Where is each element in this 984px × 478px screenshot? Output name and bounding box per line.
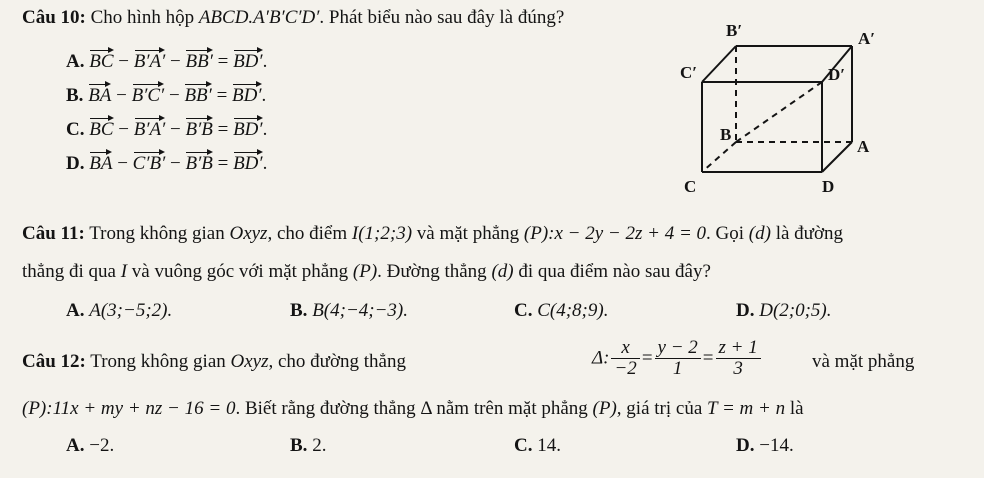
- q11-option-d[interactable]: [736, 299, 832, 323]
- vector-term: B′C′: [131, 85, 165, 106]
- vertex-label-Ap: A′: [858, 29, 876, 48]
- text: . Đường thẳng: [377, 261, 492, 282]
- vertex-label-Bp: B′: [726, 21, 743, 40]
- operator: −: [165, 51, 186, 72]
- option-letter: B.: [290, 435, 308, 456]
- fraction-den: 1: [672, 358, 683, 379]
- fraction-z: [716, 338, 761, 379]
- fraction-num: y − 2: [655, 338, 701, 359]
- operator: −: [111, 85, 132, 106]
- math: (P):x − 2y − 2z + 4 = 0: [523, 223, 707, 244]
- operator: −: [113, 51, 134, 72]
- math: (d): [748, 223, 771, 244]
- option-text: −2.: [89, 435, 115, 456]
- q11-option-c[interactable]: [514, 299, 608, 323]
- math: I(1;2;3): [351, 223, 413, 244]
- text: , cho đường thẳng: [268, 351, 406, 372]
- operator: −: [164, 85, 185, 106]
- q12-line-equation: [592, 338, 763, 379]
- math: (P): [352, 261, 378, 282]
- vertex-label-Cp: C′: [680, 63, 698, 82]
- period: .: [261, 85, 267, 106]
- q10-stem-b: . Phát biểu nào sau đây là đúng?: [319, 7, 565, 28]
- option-text: D(2;0;5).: [759, 300, 832, 321]
- text: là: [785, 398, 804, 419]
- option-text: 2.: [312, 435, 327, 456]
- q10-label: Câu 10:: [22, 7, 86, 28]
- q10-box: ABCD.A′B′C′D′: [198, 7, 320, 28]
- text: và mặt phẳng: [412, 223, 524, 244]
- vector-term: B′B: [185, 153, 213, 174]
- text: thẳng đi qua: [22, 261, 121, 282]
- vector-term: BD′: [233, 119, 263, 140]
- vertex-label-C: C: [684, 177, 697, 196]
- option-letter: D.: [736, 435, 755, 456]
- vector-term: BA: [88, 85, 112, 106]
- q12-label: Câu 12:: [22, 351, 86, 372]
- text: Trong không gian: [84, 223, 230, 244]
- vector-term: C′B′: [132, 153, 166, 174]
- operator: −: [113, 119, 134, 140]
- equals: =: [702, 347, 714, 369]
- q12-option-c[interactable]: [514, 434, 561, 458]
- text: và vuông góc với mặt phẳng: [127, 261, 353, 282]
- q12-option-d[interactable]: [736, 434, 794, 458]
- q11-option-b[interactable]: [290, 299, 408, 323]
- period: .: [262, 119, 268, 140]
- option-text: B(4;−4;−3).: [312, 300, 408, 321]
- option-letter: A.: [66, 300, 85, 321]
- q12-line1-tail: và mặt phẳng: [812, 351, 915, 372]
- q10-stem-a: Cho hình hộp: [90, 7, 199, 28]
- vertex-label-B: B: [720, 125, 732, 144]
- math: T = m + n: [707, 398, 786, 419]
- operator: −: [112, 153, 133, 174]
- vector-term: BD′: [232, 85, 262, 106]
- q12-option-a[interactable]: [66, 434, 114, 458]
- fraction-den: 3: [733, 358, 743, 379]
- text: , cho điểm: [267, 223, 352, 244]
- q11-line1: [22, 222, 843, 246]
- text: đi qua điểm nào sau đây?: [513, 261, 711, 282]
- vector-term: B′A′: [133, 51, 166, 72]
- option-letter: D.: [66, 153, 85, 174]
- vector-term: BA: [89, 153, 113, 174]
- text: . Biết rằng đường thẳng Δ nằm trên mặt phẳng: [235, 398, 593, 419]
- q12-line1-text: [22, 350, 406, 374]
- math: I: [120, 261, 128, 282]
- math: Oxyz: [229, 223, 268, 244]
- q11-line2: [22, 260, 711, 284]
- text: . Gọi: [706, 223, 749, 244]
- fraction-den: −2: [614, 358, 637, 379]
- operator: −: [165, 153, 186, 174]
- option-text: 14.: [537, 435, 561, 456]
- operator: =: [212, 51, 234, 72]
- option-text: A(3;−5;2).: [89, 300, 173, 321]
- vector-term: B′B: [185, 119, 213, 140]
- period: .: [262, 153, 268, 174]
- fraction-num: x: [611, 338, 639, 359]
- vector-term: BC: [89, 51, 114, 72]
- vector-term: BB′: [185, 51, 213, 72]
- edge-A-D: [822, 142, 852, 172]
- equals: =: [641, 347, 653, 369]
- vector-term: BD′: [233, 51, 263, 72]
- text: Trong không gian: [85, 351, 231, 372]
- vector-term: BD′: [233, 153, 263, 174]
- q11-label: Câu 11:: [22, 223, 85, 244]
- option-text: C(4;8;9).: [537, 300, 609, 321]
- math: Oxyz: [230, 351, 269, 372]
- math: (P):11x + my + nz − 16 = 0: [22, 398, 236, 419]
- text: là đường: [770, 223, 843, 244]
- operator: =: [212, 119, 234, 140]
- q12-line2: [22, 397, 804, 421]
- vertex-label-Dp: D′: [828, 65, 846, 84]
- q12-option-b[interactable]: [290, 434, 326, 458]
- math: (d): [491, 261, 514, 282]
- option-letter: C.: [66, 119, 85, 140]
- option-letter: C.: [514, 435, 533, 456]
- fraction-num: z + 1: [716, 338, 761, 359]
- vector-term: BB′: [184, 85, 212, 106]
- period: .: [262, 51, 268, 72]
- option-letter: D.: [736, 300, 755, 321]
- vector-term: B′A′: [133, 119, 166, 140]
- option-letter: C.: [514, 300, 533, 321]
- option-letter: B.: [290, 300, 308, 321]
- edge-Cp-Bp: [702, 46, 736, 82]
- vertex-label-A: A: [857, 137, 870, 156]
- option-text: −14.: [759, 435, 794, 456]
- math: (P): [592, 398, 617, 419]
- fraction-y: [655, 338, 701, 379]
- edge-B-C: [702, 142, 736, 172]
- diagonal-B-Dp: [736, 82, 822, 142]
- delta-symbol: Δ:: [592, 347, 610, 369]
- operator: =: [211, 85, 233, 106]
- text: , giá trị của: [616, 398, 708, 419]
- option-letter: B.: [66, 85, 84, 106]
- option-letter: A.: [66, 435, 85, 456]
- fraction-x: [611, 338, 639, 379]
- operator: =: [212, 153, 234, 174]
- vector-term: BC: [89, 119, 114, 140]
- operator: −: [165, 119, 186, 140]
- q11-option-a[interactable]: [66, 299, 172, 323]
- option-letter: A.: [66, 51, 85, 72]
- vertex-label-D: D: [822, 177, 835, 196]
